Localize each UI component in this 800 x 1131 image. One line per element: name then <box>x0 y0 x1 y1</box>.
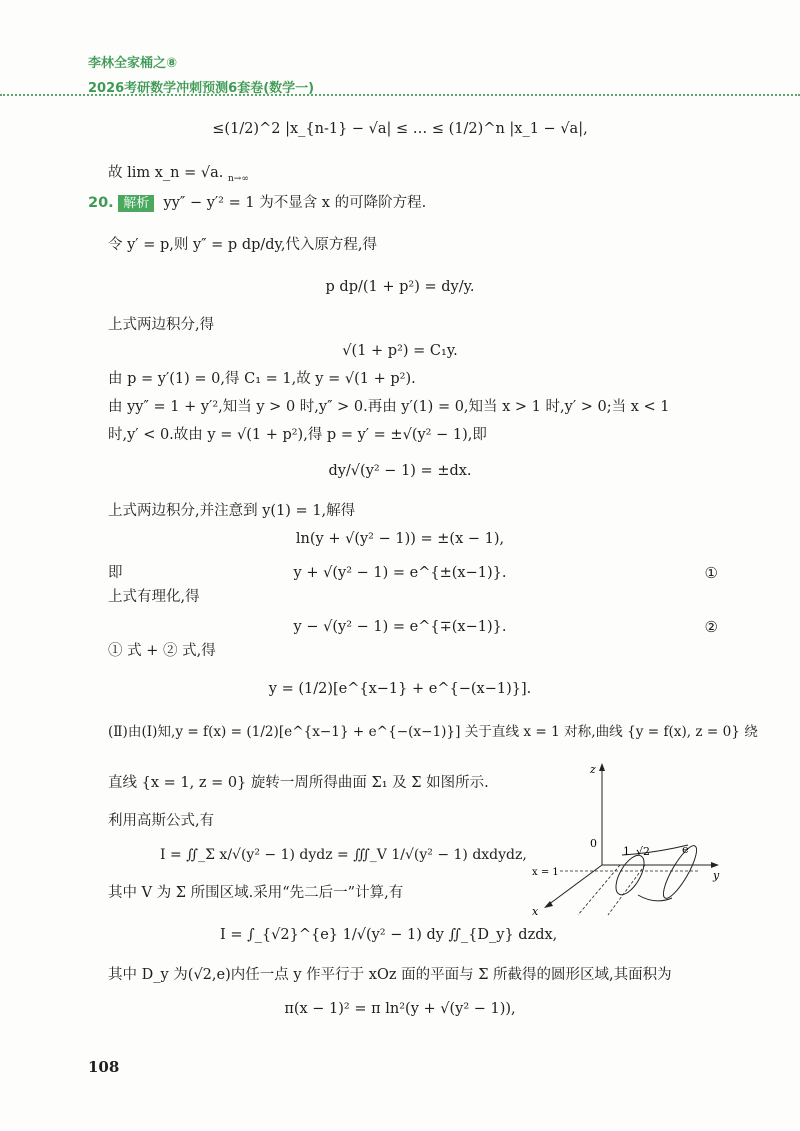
tick-1: 1 <box>623 845 630 858</box>
inner-cross-section <box>610 851 649 899</box>
header-divider <box>0 94 800 96</box>
inequality-line: ≤(1/2)^2 |x_{n-1} − √a| ≤ … ≤ (1/2)^n |x_1 − √a|, <box>212 121 588 137</box>
surface-figure <box>520 755 740 930</box>
tick-sqrt2: √2 <box>636 845 651 858</box>
question-statement: yy″ − y′² = 1 为不显含 x 的可降阶方程. <box>163 195 427 211</box>
solution-equation: y = (1/2)[e^{x−1} + e^{−(x−1)}]. <box>268 681 532 697</box>
equation-1: y + √(y² − 1) = e^{±(x−1)}. <box>293 565 507 581</box>
part-two-line: (Ⅱ)由(Ⅰ)知,y = f(x) = (1/2)[e^{x−1} + e^{−(x−1)}] 关于直线 x = 1 对称,曲线 {y = f(x), z = 0} 绕 <box>108 724 758 740</box>
surface-edge-top <box>622 845 688 855</box>
gauss-text: 利用高斯公式,有 <box>108 813 215 829</box>
analysis-badge: 解析 <box>118 195 154 212</box>
ji-label: 即 <box>108 565 123 581</box>
running-header <box>88 52 314 96</box>
region-text: 其中 V 为 Σ 所围区域.采用“先二后一”计算,有 <box>108 885 404 901</box>
limit-sub: n→∞ <box>227 173 249 184</box>
cross-section-text: 其中 D_y 为(√2,e)内任一点 y 作平行于 xOz 面的平面与 Σ 所截得的圆形区域,其面积为 <box>108 967 672 983</box>
gauss-equation: I = ∬_Σ x/√(y² − 1) dydz = ∭_V 1/√(y² − 1) dxdydz, <box>160 847 527 863</box>
sign-analysis-line-2: 时,y′ < 0.故由 y = √(1 + p²),得 p = y′ = ±√(y² − 1),即 <box>108 427 487 443</box>
two-then-one-integral: I = ∫_{√2}^{e} 1/√(y² − 1) dy ∬_{D_y} dzdx, <box>220 927 558 943</box>
equation-2: y − √(y² − 1) = e^{∓(x−1)}. <box>293 619 507 635</box>
z-arrow <box>599 763 605 771</box>
sum-text: ① 式 + ② 式,得 <box>108 643 216 659</box>
question-20-line <box>88 196 426 211</box>
rationalize-text: 上式有理化,得 <box>108 589 200 605</box>
equation-tag-1: ① <box>704 564 718 582</box>
area-equation: π(x − 1)² = π ln²(y + √(y² − 1)), <box>284 1001 516 1017</box>
outer-cross-section <box>658 842 702 902</box>
integral-result-1: √(1 + p²) = C₁y. <box>342 343 458 359</box>
substitution-line: 令 y′ = p,则 y″ = p dp/dy,代入原方程,得 <box>108 237 378 253</box>
series-title: 李林全家桶之⑧ <box>88 56 178 71</box>
projection-line-2 <box>608 865 645 915</box>
book-title: 2026考研数学冲刺预测6套卷(数学一) <box>88 81 315 96</box>
y-arrow <box>711 862 719 868</box>
limit-text: 故 lim x_n = √a. <box>108 165 224 181</box>
z-label: z <box>590 763 596 776</box>
separated-equation: p dp/(1 + p²) = dy/y. <box>325 279 475 295</box>
tick-e: e <box>682 843 689 856</box>
limit-line <box>108 166 249 184</box>
integrate-text-1: 上式两边积分,得 <box>108 317 215 333</box>
sign-analysis-line-1: 由 yy″ = 1 + y′²,知当 y > 0 时,y″ > 0.再由 y′(1) = 0,知当 x > 1 时,y′ > 0;当 x < 1 <box>108 399 670 415</box>
initial-condition-line: 由 p = y′(1) = 0,得 C₁ = 1,故 y = √(1 + p²). <box>108 371 416 387</box>
equation-tag-2: ② <box>704 618 718 636</box>
integrate-text-2: 上式两边积分,并注意到 y(1) = 1,解得 <box>108 503 356 519</box>
y-label: y <box>713 869 720 882</box>
rotation-line: 直线 {x = 1, z = 0} 旋转一周所得曲面 Σ₁ 及 Σ 如图所示. <box>108 775 489 791</box>
origin-label: 0 <box>590 837 597 850</box>
log-equation: ln(y + √(y² − 1)) = ±(x − 1), <box>295 531 505 547</box>
page-number: 108 <box>88 1058 120 1076</box>
x-label: x <box>532 905 539 918</box>
line-label: x = 1 <box>532 867 559 878</box>
dy-dx-equation: dy/√(y² − 1) = ±dx. <box>328 463 472 479</box>
question-number: 20. <box>88 195 114 211</box>
